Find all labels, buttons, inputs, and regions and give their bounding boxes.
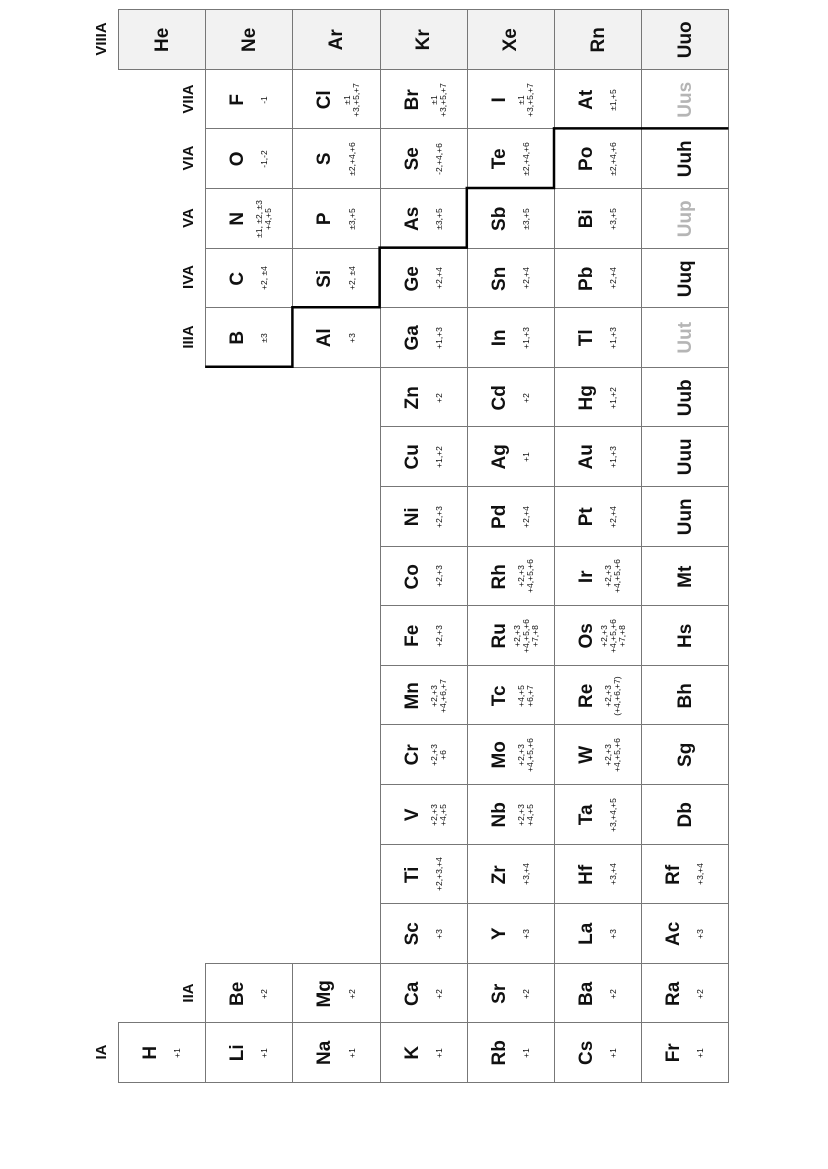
oxidation-states: ±2,+4,+6 xyxy=(346,142,357,176)
element-symbol: Mo xyxy=(488,741,510,769)
oxidation-states: +3,+4,+5 xyxy=(607,797,618,832)
oxidation-states: ±1 +3,+5,+7 xyxy=(428,82,448,117)
element-cell-uuo xyxy=(641,9,729,70)
oxidation-states: +1 xyxy=(520,452,531,463)
element-symbol: Cu xyxy=(401,444,423,470)
oxidation-states: +3,+5 xyxy=(607,207,618,230)
oxidation-states: +2 xyxy=(346,988,357,999)
oxidation-states: -1,-2 xyxy=(258,150,269,168)
element-symbol: Nb xyxy=(488,802,510,828)
element-cell-ba xyxy=(554,963,642,1024)
oxidation-states: +2,+4 xyxy=(433,267,444,290)
oxidation-states: +1,+2 xyxy=(433,446,444,469)
element-symbol: Tc xyxy=(488,685,510,706)
element-cell-tc xyxy=(467,665,555,726)
element-symbol: He xyxy=(151,27,173,53)
element-cell-be xyxy=(205,963,293,1024)
element-cell-ti xyxy=(380,844,468,905)
element-symbol: Co xyxy=(401,563,423,590)
element-symbol: Pb xyxy=(576,266,597,291)
oxidation-states: +1,+3 xyxy=(607,446,618,469)
element-cell-uuh xyxy=(641,128,729,189)
element-cell-k xyxy=(380,1022,468,1083)
element-symbol: Bi xyxy=(576,209,597,229)
element-cell-ir xyxy=(554,546,642,607)
element-cell-co xyxy=(380,546,468,607)
element-symbol: Au xyxy=(576,444,597,470)
element-symbol: Na xyxy=(314,1041,336,1066)
element-symbol: Uut xyxy=(674,322,696,354)
element-cell-tl xyxy=(554,307,642,368)
element-cell-mo xyxy=(467,724,555,785)
element-cell-kr xyxy=(380,9,468,70)
oxidation-states: +4,+5 +6,+7 xyxy=(515,684,535,707)
element-cell-in xyxy=(467,307,555,368)
element-cell-as xyxy=(380,188,468,249)
oxidation-states: +2,+3 +4,+5,+6 +7,+8 xyxy=(511,619,540,653)
element-cell-ru xyxy=(467,605,555,666)
element-cell-po xyxy=(554,128,642,189)
element-cell-ar xyxy=(292,9,380,70)
oxidation-states: ±2,+4,+6 xyxy=(520,142,531,176)
element-symbol: Ba xyxy=(576,981,597,1006)
oxidation-states: +3,+4 xyxy=(520,863,531,886)
oxidation-states: +3 xyxy=(607,929,618,939)
element-cell-h xyxy=(118,1022,206,1083)
element-symbol: Ra xyxy=(663,981,685,1006)
oxidation-states: +2 xyxy=(520,392,531,403)
oxidation-states: +1 xyxy=(346,1048,357,1059)
element-cell-ni xyxy=(380,486,468,547)
element-cell-hs xyxy=(641,605,729,666)
element-cell-uun xyxy=(641,486,729,547)
element-symbol: Uub xyxy=(674,379,696,417)
element-symbol: Po xyxy=(576,147,597,172)
element-cell-si xyxy=(292,248,380,309)
element-symbol: Si xyxy=(314,269,336,288)
element-cell-na xyxy=(292,1022,380,1083)
element-cell-v xyxy=(380,784,468,845)
element-symbol: C xyxy=(227,271,249,286)
element-symbol: Mn xyxy=(401,681,423,710)
element-cell-n xyxy=(205,188,293,249)
element-cell-nb xyxy=(467,784,555,845)
group-label-iiia: IIIA xyxy=(180,325,198,349)
group-label-va: VA xyxy=(180,207,198,228)
oxidation-states: ±2,+4,+6 xyxy=(607,142,618,176)
oxidation-states: +2,+3,+4 xyxy=(433,857,444,892)
element-cell-uup xyxy=(641,188,729,249)
element-symbol: Li xyxy=(227,1044,249,1062)
oxidation-states: +3,+4 xyxy=(607,863,618,886)
element-cell-os xyxy=(554,605,642,666)
element-symbol: Hf xyxy=(576,864,597,885)
element-symbol: Uup xyxy=(674,200,696,238)
element-cell-p xyxy=(292,188,380,249)
oxidation-states: +1,+3 xyxy=(433,327,444,349)
oxidation-states: ±3 xyxy=(258,333,269,343)
element-symbol: Sc xyxy=(401,922,423,946)
oxidation-states: +2,+3 xyxy=(433,505,444,528)
oxidation-states: +1,+3 xyxy=(607,327,618,349)
oxidation-states: +1 xyxy=(607,1048,618,1059)
element-symbol: Te xyxy=(488,148,510,170)
element-symbol: Rn xyxy=(587,27,609,53)
element-symbol: S xyxy=(314,152,336,166)
element-symbol: Db xyxy=(674,802,696,828)
oxidation-states: +2,+4 xyxy=(607,505,618,528)
element-cell-sr xyxy=(467,963,555,1024)
element-cell-pd xyxy=(467,486,555,547)
element-symbol: Mt xyxy=(674,565,696,588)
element-symbol: Xe xyxy=(500,28,522,52)
element-cell-f xyxy=(205,69,293,130)
element-symbol: Br xyxy=(401,89,423,111)
element-cell-sn xyxy=(467,248,555,309)
oxidation-states: +2,+3 +4,+5 xyxy=(428,803,448,826)
element-symbol: Sr xyxy=(488,983,510,1004)
group-label-viia: VIIA xyxy=(180,84,198,114)
element-symbol: Cr xyxy=(401,744,423,766)
element-symbol: Zn xyxy=(401,385,423,410)
element-cell-xe xyxy=(467,9,555,70)
element-symbol: B xyxy=(227,331,249,345)
element-symbol: O xyxy=(227,151,249,167)
element-symbol: N xyxy=(227,211,249,226)
element-cell-ne xyxy=(205,9,293,70)
element-symbol: P xyxy=(314,212,336,226)
element-symbol: Be xyxy=(227,981,249,1006)
oxidation-states: +2 xyxy=(694,988,705,999)
element-cell-cu xyxy=(380,426,468,487)
element-cell-rf xyxy=(641,844,729,905)
element-cell-w xyxy=(554,724,642,785)
element-symbol: W xyxy=(576,746,597,765)
group-label-iia: IIA xyxy=(180,983,198,1003)
oxidation-states: +1 xyxy=(433,1048,444,1059)
oxidation-states: ±3,+5 xyxy=(520,208,531,230)
oxidation-states: +2,+3 +6 xyxy=(428,744,448,767)
oxidation-states: +1 xyxy=(694,1048,705,1059)
group-label-viiia: VIIIA xyxy=(93,22,110,56)
element-cell-ta xyxy=(554,784,642,845)
oxidation-states: +2 xyxy=(433,988,444,999)
element-symbol: In xyxy=(488,329,510,347)
element-cell-te xyxy=(467,128,555,189)
oxidation-states: +2, ±4 xyxy=(258,266,269,291)
oxidation-states: +3 xyxy=(520,929,531,939)
element-cell-fr xyxy=(641,1022,729,1083)
element-symbol: Al xyxy=(314,328,336,348)
oxidation-states: +2,+3 +4,+6,+7 xyxy=(428,678,448,713)
element-symbol: Uuu xyxy=(674,438,696,476)
oxidation-states: +2,+3 +4,+5,+6 xyxy=(515,559,535,594)
oxidation-states: +2 xyxy=(520,988,531,999)
element-symbol: Uun xyxy=(674,498,696,536)
oxidation-states: +1,+2 xyxy=(607,386,618,409)
element-symbol: Re xyxy=(576,683,597,708)
element-symbol: Ne xyxy=(238,27,260,53)
oxidation-states: +2,+3 xyxy=(433,625,444,647)
element-cell-zr xyxy=(467,844,555,905)
element-symbol: Rb xyxy=(488,1040,510,1066)
element-symbol: Ga xyxy=(401,325,423,351)
oxidation-states: -2,+4,+6 xyxy=(433,143,444,176)
group-label-iva: IVA xyxy=(180,265,198,290)
element-cell-i xyxy=(467,69,555,130)
element-symbol: Ni xyxy=(401,507,423,527)
oxidation-states: +2,+4 xyxy=(607,267,618,290)
oxidation-states: +3 xyxy=(346,333,357,343)
element-cell-bi xyxy=(554,188,642,249)
element-symbol: Os xyxy=(576,623,597,649)
element-cell-at xyxy=(554,69,642,130)
oxidation-states: +3 xyxy=(694,929,705,939)
element-cell-re xyxy=(554,665,642,726)
element-cell-uub xyxy=(641,367,729,428)
group-label-via: VIA xyxy=(180,145,198,171)
element-cell-hf xyxy=(554,844,642,905)
element-cell-b xyxy=(205,307,293,368)
element-symbol: K xyxy=(401,1046,423,1061)
element-cell-li xyxy=(205,1022,293,1083)
element-cell-rb xyxy=(467,1022,555,1083)
element-symbol: Ge xyxy=(401,265,423,292)
element-symbol: Bh xyxy=(674,682,696,709)
oxidation-states: ±3,+5 xyxy=(346,208,357,230)
element-symbol: Uuo xyxy=(674,21,696,59)
element-cell-cd xyxy=(467,367,555,428)
element-cell-uuu xyxy=(641,426,729,487)
element-symbol: Uus xyxy=(674,81,696,118)
element-cell-uus xyxy=(641,69,729,130)
element-symbol: Hg xyxy=(576,384,597,411)
element-symbol: Ca xyxy=(401,981,423,1006)
element-cell-pb xyxy=(554,248,642,309)
oxidation-states: ±1,+5 xyxy=(607,88,618,111)
oxidation-states: +3 xyxy=(433,929,444,939)
element-symbol: Fe xyxy=(401,624,423,648)
element-symbol: Y xyxy=(488,927,510,941)
element-cell-uut xyxy=(641,307,729,368)
element-cell-o xyxy=(205,128,293,189)
oxidation-states: +2,+3 +4,+5,+6 +7,+8 xyxy=(598,619,627,653)
oxidation-states: +2,+4 xyxy=(520,505,531,528)
element-cell-rh xyxy=(467,546,555,607)
element-symbol: Ac xyxy=(663,921,685,947)
element-cell-cs xyxy=(554,1022,642,1083)
oxidation-states: +2,+4 xyxy=(520,267,531,290)
element-symbol: F xyxy=(227,93,249,106)
element-symbol: Ar xyxy=(325,29,347,51)
element-cell-he xyxy=(118,9,206,70)
oxidation-states: +2, ±4 xyxy=(346,266,357,291)
element-cell-ga xyxy=(380,307,468,368)
element-cell-ra xyxy=(641,963,729,1024)
element-cell-ag xyxy=(467,426,555,487)
element-symbol: Rh xyxy=(488,563,510,590)
oxidation-states: ±1, ±2, ±3 +4,+5 xyxy=(254,199,274,238)
element-cell-s xyxy=(292,128,380,189)
element-symbol: V xyxy=(401,808,423,822)
element-cell-rn xyxy=(554,9,642,70)
element-cell-pt xyxy=(554,486,642,547)
oxidation-states: +1 xyxy=(171,1048,182,1059)
element-cell-ge xyxy=(380,248,468,309)
element-symbol: Ag xyxy=(488,444,510,470)
oxidation-states: +3,+4 xyxy=(694,863,705,886)
element-symbol: Zr xyxy=(488,864,510,884)
element-cell-cl xyxy=(292,69,380,130)
element-symbol: Hs xyxy=(674,623,696,649)
element-symbol: La xyxy=(576,922,597,946)
element-cell-cr xyxy=(380,724,468,785)
element-symbol: Rf xyxy=(663,864,685,885)
oxidation-states: ±1 +3,+5,+7 xyxy=(341,82,361,117)
element-symbol: Ta xyxy=(576,804,597,826)
oxidation-states: ±3,+5 xyxy=(433,208,444,230)
element-symbol: Cd xyxy=(488,384,510,411)
element-symbol: Fr xyxy=(663,1043,685,1063)
oxidation-states: +2,+3 +4,+5,+6 xyxy=(603,738,623,773)
oxidation-states: +2,+3 +4,+5,+6 xyxy=(603,559,623,594)
element-symbol: At xyxy=(576,89,597,110)
element-cell-bh xyxy=(641,665,729,726)
element-symbol: Sn xyxy=(488,266,510,291)
element-cell-uuq xyxy=(641,248,729,309)
oxidation-states: +2,+3 (+4,+6,+7) xyxy=(603,675,623,716)
element-cell-sb xyxy=(467,188,555,249)
element-symbol: Tl xyxy=(576,329,597,347)
element-symbol: Ru xyxy=(488,623,510,649)
element-cell-c xyxy=(205,248,293,309)
oxidation-states: +2,+3 +4,+5,+6 xyxy=(515,738,535,773)
element-symbol: I xyxy=(488,96,510,103)
oxidation-states: +2,+3 xyxy=(433,565,444,588)
oxidation-states: +2 xyxy=(258,988,269,999)
element-cell-ca xyxy=(380,963,468,1024)
element-cell-sg xyxy=(641,724,729,785)
element-symbol: Uuh xyxy=(674,140,696,178)
element-symbol: Mg xyxy=(314,979,336,1008)
element-symbol: Ti xyxy=(401,866,423,883)
element-cell-br xyxy=(380,69,468,130)
element-cell-y xyxy=(467,903,555,964)
oxidation-states: ±1 +3,+5,+7 xyxy=(515,82,535,117)
element-symbol: Kr xyxy=(413,29,435,51)
element-symbol: Pd xyxy=(488,504,510,529)
element-symbol: Ir xyxy=(576,570,597,583)
oxidation-states: +1 xyxy=(258,1048,269,1059)
element-symbol: Se xyxy=(401,147,423,171)
oxidation-states: +1,+3 xyxy=(520,327,531,349)
element-cell-mn xyxy=(380,665,468,726)
oxidation-states: +2 xyxy=(607,988,618,999)
element-cell-sc xyxy=(380,903,468,964)
element-cell-mt xyxy=(641,546,729,607)
element-cell-au xyxy=(554,426,642,487)
element-symbol: Cs xyxy=(576,1041,597,1066)
oxidation-states: +2 xyxy=(433,392,444,403)
oxidation-states: -1 xyxy=(258,95,269,104)
group-label-ia: IA xyxy=(93,1044,110,1060)
element-cell-fe xyxy=(380,605,468,666)
element-symbol: As xyxy=(401,206,423,231)
element-cell-zn xyxy=(380,367,468,428)
element-cell-al xyxy=(292,307,380,368)
element-symbol: Sg xyxy=(674,743,696,768)
element-symbol: Uuq xyxy=(674,259,696,297)
element-cell-mg xyxy=(292,963,380,1024)
element-symbol: Pt xyxy=(576,507,597,527)
element-symbol: Sb xyxy=(488,206,510,231)
element-cell-db xyxy=(641,784,729,845)
oxidation-states: +1 xyxy=(520,1048,531,1059)
element-cell-hg xyxy=(554,367,642,428)
element-cell-ac xyxy=(641,903,729,964)
element-cell-se xyxy=(380,128,468,189)
element-symbol: Cl xyxy=(314,90,336,110)
oxidation-states: +2,+3 +4,+5 xyxy=(515,803,535,826)
element-cell-la xyxy=(554,903,642,964)
element-symbol: H xyxy=(140,1046,161,1061)
